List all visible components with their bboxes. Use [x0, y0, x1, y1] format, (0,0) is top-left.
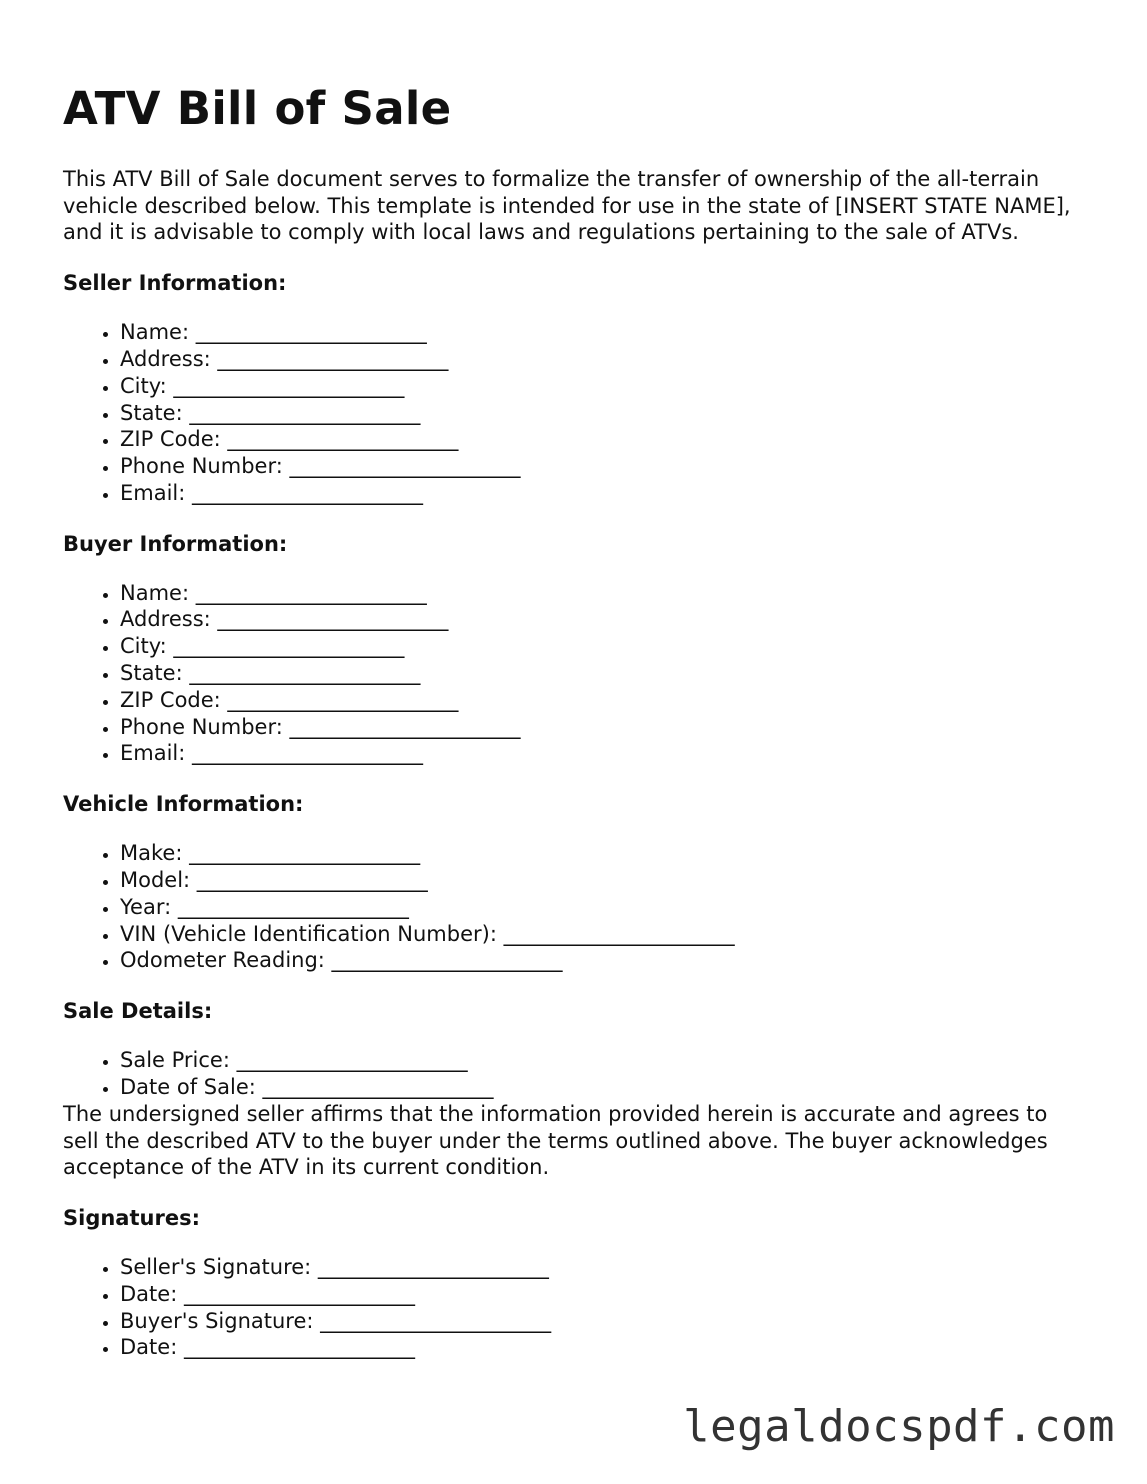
vehicle-year-line: • Year: ______________________: [120, 894, 1073, 921]
affirmation-paragraph: The undersigned seller affirms that the information provided herein is accurate and agrees to sell the described ATV to the buyer under the terms outlined above. The buyer acknowledges acceptance of the ATV in its current condition.: [63, 1101, 1048, 1180]
seller-date-line: • Date: ______________________: [120, 1281, 1073, 1308]
vehicle-make-line: • Make: ______________________: [120, 840, 1073, 867]
vehicle-odometer-line: • Odometer Reading: ______________________: [120, 947, 1073, 974]
sale-date-line: • Date of Sale: ______________________: [120, 1074, 1073, 1101]
buyer-phone-line: • Phone Number: ______________________: [120, 714, 1073, 741]
sale-heading: Sale Details:: [63, 999, 213, 1024]
seller-city-line: • City: ______________________: [120, 373, 1073, 400]
site-watermark: legaldocspdf.com: [683, 1401, 1115, 1452]
seller-address-line: • Address: ______________________: [120, 346, 1073, 373]
buyer-signature-line: • Buyer's Signature: ______________________: [120, 1308, 1073, 1335]
seller-email-line: • Email: ______________________: [120, 480, 1073, 507]
buyer-zip-line: • ZIP Code: ______________________: [120, 687, 1073, 714]
buyer-state-line: • State: ______________________: [120, 660, 1073, 687]
buyer-email-line: • Email: ______________________: [120, 740, 1073, 767]
vehicle-vin-line: • VIN (Vehicle Identification Number): ______________________: [120, 921, 1073, 948]
signatures-heading: Signatures:: [63, 1205, 200, 1230]
seller-state-line: • State: ______________________: [120, 400, 1073, 427]
vehicle-model-line: • Model: ______________________: [120, 867, 1073, 894]
sale-list: [63, 1047, 1073, 1101]
seller-heading: Seller Information:: [63, 271, 287, 296]
seller-name-line: • Name: ______________________: [120, 319, 1073, 346]
buyer-date-line: • Date: ______________________: [120, 1334, 1073, 1361]
intro-paragraph: This ATV Bill of Sale document serves to formalize the transfer of ownership of the all-terrain vehicle described below. This template is intended for use in the state of [INSERT STATE NAME], and it is advisable to comply with local laws and regulations pertaining to the sale of ATVs.: [63, 167, 1071, 245]
signatures-list: [63, 1254, 1073, 1361]
buyer-city-line: • City: ______________________: [120, 633, 1073, 660]
seller-zip-line: • ZIP Code: ______________________: [120, 426, 1073, 453]
vehicle-heading: Vehicle Information:: [63, 792, 304, 817]
buyer-name-line: • Name: ______________________: [120, 580, 1073, 607]
buyer-heading: Buyer Information:: [63, 531, 288, 556]
seller-signature-line: • Seller's Signature: ______________________: [120, 1254, 1073, 1281]
document-title: ATV Bill of Sale: [63, 82, 452, 135]
sale-price-line: • Sale Price: ______________________: [120, 1047, 1073, 1074]
buyer-list: [63, 580, 1073, 768]
seller-phone-line: • Phone Number: ______________________: [120, 453, 1073, 480]
seller-list: [63, 319, 1073, 507]
buyer-address-line: • Address: ______________________: [120, 606, 1073, 633]
document-page: [63, 82, 1073, 1361]
vehicle-list: [63, 840, 1073, 974]
